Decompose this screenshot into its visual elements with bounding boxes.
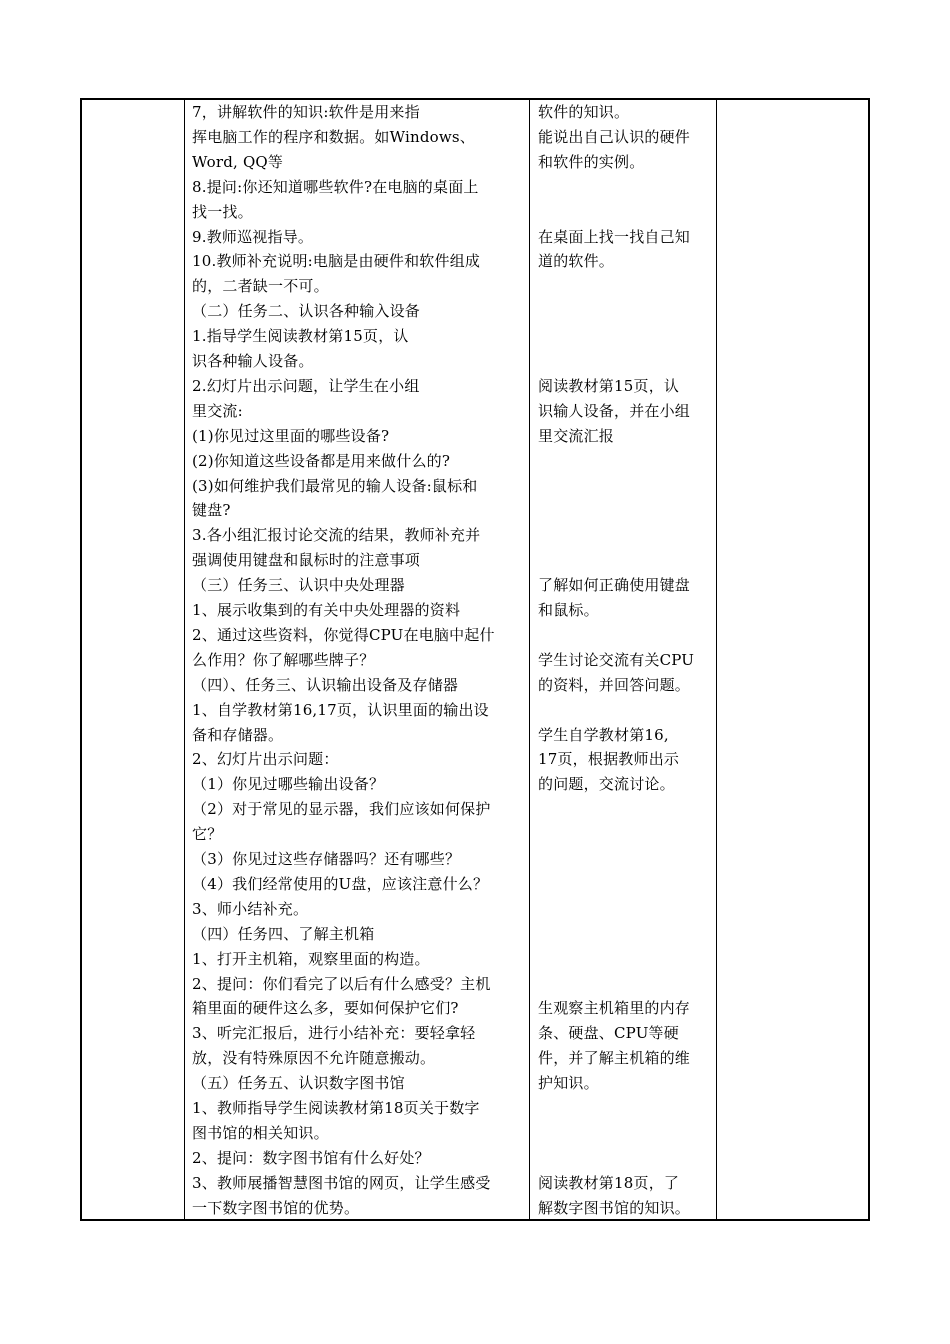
teacher-line: 3、教师展播智慧图书馆的网页，让学生感受	[192, 1173, 491, 1192]
teacher-line: 么作用？你了解哪些牌子？	[192, 650, 375, 669]
student-line: 软件的知识。	[538, 103, 630, 121]
teacher-line: 2、提问：你们看完了以后有什么感受？主机	[192, 974, 491, 993]
student-line: 的问题，交流讨论。	[538, 775, 675, 794]
lesson-plan-table	[80, 98, 870, 1221]
student-line: 阅读教材第15页，认	[538, 376, 680, 395]
student-line: 的资料，并回答问题。	[538, 675, 691, 694]
student-activity-column	[538, 100, 713, 1219]
teacher-line: 1、自学教材第16,17页，认识里面的输出设	[192, 700, 489, 719]
teacher-line: （五）任务五、认识数字图书馆	[192, 1074, 405, 1093]
teacher-line: （四）任务四、了解主机箱	[192, 924, 375, 943]
student-line: 生观察主机箱里的内存	[538, 999, 691, 1018]
teacher-line: 2.幻灯片出示问题，让学生在小组	[192, 376, 420, 395]
student-line: 条、硬盘、CPU等硬	[538, 1024, 679, 1043]
teacher-line: 图书馆的相关知识。	[192, 1123, 329, 1142]
teacher-line: 2、幻灯片出示问题：	[192, 750, 339, 769]
teacher-line: (1)你见过这里面的哪些设备?	[192, 426, 390, 445]
teacher-line: Word, QQ等	[192, 152, 284, 171]
teacher-line: 9.教师巡视指导。	[192, 227, 314, 246]
teacher-line: 1、展示收集到的有关中央处理器的资料	[192, 601, 461, 619]
student-line: 和鼠标。	[538, 601, 599, 619]
student-line: 件，并了解主机箱的维	[538, 1049, 691, 1068]
teacher-line: （二）任务二、认识各种输入设备	[192, 302, 421, 321]
teacher-line: 8.提问:你还知道哪些软件?在电脑的桌面上	[192, 177, 479, 196]
student-line: 了解如何正确使用键盘	[538, 576, 691, 595]
column-divider	[529, 100, 530, 1219]
student-line: 里交流汇报	[538, 426, 615, 445]
teacher-line: 箱里面的硬件这么多，要如何保护它们?	[192, 999, 459, 1018]
teacher-line: 10.教师补充说明:电脑是由硬件和软件组成	[192, 252, 481, 271]
teacher-line: （四）、任务三、认识输出设备及存储器	[192, 675, 459, 694]
teacher-line: 2、提问：数字图书馆有什么好处？	[192, 1148, 430, 1167]
teacher-line: 一下数字图书馆的优势。	[192, 1198, 360, 1217]
teacher-line: （2）对于常见的显示器，我们应该如何保护	[192, 800, 491, 819]
teacher-line: 7，讲解软件的知识:软件是用来指	[192, 103, 420, 121]
teacher-line: （三）任务三、认识中央处理器	[192, 576, 405, 595]
teacher-line: （3）你见过这些存储器吗？还有哪些？	[192, 850, 461, 868]
teacher-line: (3)如何维护我们最常见的输人设备:鼠标和	[192, 476, 478, 495]
teacher-line: 3、师小结补充。	[192, 899, 309, 918]
student-line: 能说出自己认识的硬件	[538, 127, 691, 146]
student-line: 护知识。	[538, 1074, 599, 1093]
teacher-line: 1、教师指导学生阅读教材第18页关于数字	[192, 1099, 480, 1117]
teacher-line: 放，没有特殊原因不允许随意搬动。	[192, 1049, 436, 1068]
teacher-line: （1）你见过哪些输出设备？	[192, 775, 385, 794]
teacher-line: 识各种输人设备。	[192, 352, 314, 370]
teacher-line: 2、通过这些资料，你觉得CPU在电脑中起什	[192, 625, 495, 644]
student-line: 学生讨论交流有关CPU	[538, 650, 695, 669]
label-column	[82, 100, 184, 1219]
student-line: 识输人设备，并在小组	[538, 401, 691, 420]
teacher-line: 1、打开主机箱，观察里面的构造。	[192, 949, 430, 968]
teacher-line: 1.指导学生阅读教材第15页，认	[192, 327, 409, 346]
teacher-line: 里交流:	[192, 401, 243, 420]
teacher-activity-column	[192, 100, 527, 1219]
teacher-line: 它？	[192, 825, 223, 844]
teacher-line: （4）我们经常使用的U盘，应该注意什么？	[192, 874, 489, 893]
teacher-line: 找一找。	[192, 202, 253, 221]
teacher-line: 挥电脑工作的程序和数据。如Windows、	[192, 127, 475, 146]
teacher-line: 3.各小组汇报讨论交流的结果，教师补充并	[192, 526, 481, 545]
column-divider	[184, 100, 185, 1219]
student-line: 学生自学教材第16,	[538, 725, 669, 744]
student-line: 解数字图书馆的知识。	[538, 1198, 691, 1217]
teacher-line: 强调使用键盘和鼠标时的注意事项	[192, 551, 421, 570]
teacher-line: 备和存储器。	[192, 725, 284, 744]
teacher-line: 的，二者缺一不可。	[192, 277, 329, 296]
teacher-line: (2)你知道这些设备都是用来做什么的?	[192, 451, 451, 470]
student-line: 和软件的实例。	[538, 152, 645, 171]
column-divider	[716, 100, 717, 1219]
student-line: 在桌面上找一找自己知	[538, 227, 691, 246]
student-line: 17页，根据教师出示	[538, 750, 680, 769]
student-line: 道的软件。	[538, 252, 615, 271]
student-line: 阅读教材第18页，了	[538, 1173, 680, 1192]
notes-column	[718, 100, 870, 1219]
teacher-line: 键盘?	[192, 501, 231, 520]
teacher-line: 3、听完汇报后，进行小结补充：要轻拿轻	[192, 1024, 476, 1043]
